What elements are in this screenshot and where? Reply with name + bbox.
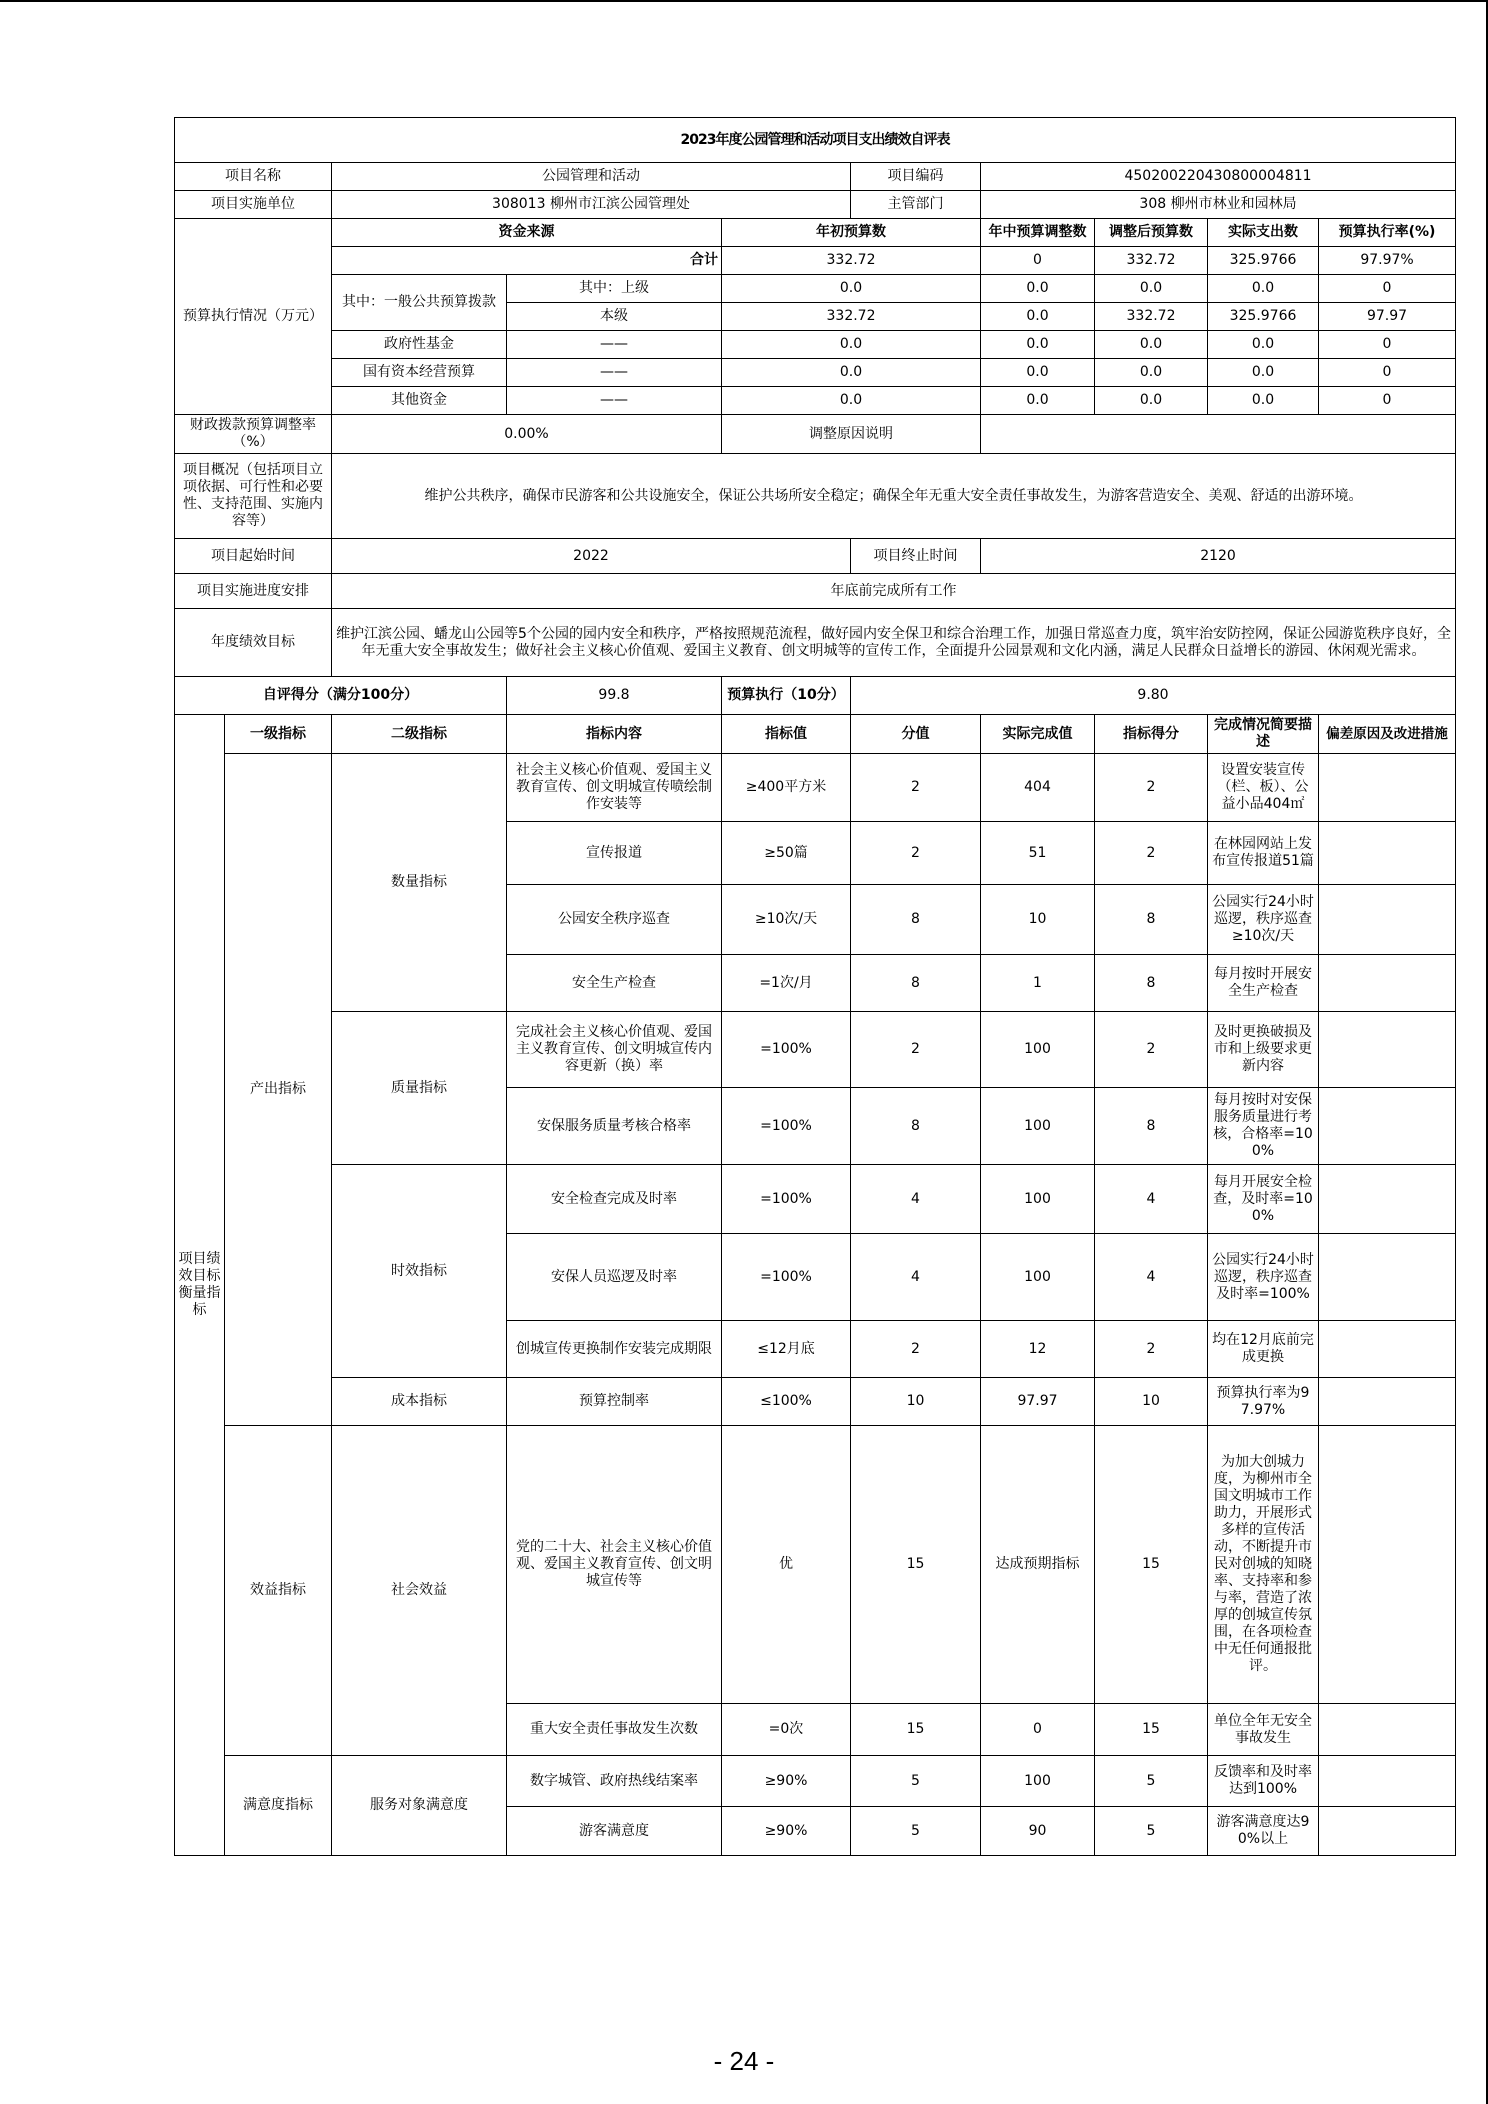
budget-local-actual: 325.9766 [1208,303,1319,331]
indicator-score: 5 [1095,1807,1208,1856]
indicator-desc: 为加大创城力度，为柳州市全国文明城市工作助力，开展形式多样的宣传活动，不断提升市民对创城的知晓率、支持率和参与率，营造了浓厚的创城宣传氛围，在各项检查中无任何通报批评。 [1208,1426,1319,1704]
indicator-reason [1319,1321,1456,1378]
start-time-label: 项目起始时间 [175,539,332,574]
budget-row-adjust: 0.0 [981,331,1095,359]
project-code: 450200220430800004811 [981,163,1456,191]
indicator-content: 创城宣传更换制作安装完成期限 [507,1321,722,1378]
budget-header-actual: 实际支出数 [1208,219,1319,247]
indicator-target: ≤12月底 [722,1321,851,1378]
budget-row-initial: 0.0 [722,359,981,387]
indicator-content: 社会主义核心价值观、爱国主义教育宣传、创文明城宣传喷绘制作安装等 [507,754,722,822]
budget-header-adjust: 年中预算调整数 [981,219,1095,247]
indicator-desc: 游客满意度达90%以上 [1208,1807,1319,1856]
indicator-points: 10 [851,1378,981,1426]
annual-goal-label: 年度绩效目标 [175,609,332,677]
indicator-actual: 0 [981,1704,1095,1756]
indicator-score: 2 [1095,1012,1208,1088]
budget-header-rate: 预算执行率(%) [1319,219,1456,247]
indicator-score: 2 [1095,754,1208,822]
top-border-line [0,0,1488,2]
impl-unit: 308013 柳州市江滨公园管理处 [332,191,851,219]
page-number: - 24 - [713,2046,775,2076]
indicator-score: 8 [1095,885,1208,955]
indicator-desc: 每月开展安全检查，及时率=100% [1208,1165,1319,1234]
indicator-reason [1319,754,1456,822]
indicator-actual: 51 [981,822,1095,885]
indicator-desc: 公园实行24小时巡逻，秩序巡查≥10次/天 [1208,885,1319,955]
indicator-desc: 在林园网站上发布宣传报道51篇 [1208,822,1319,885]
indicator-reason [1319,1756,1456,1807]
budget-row-adjust: 0.0 [981,359,1095,387]
header-desc: 完成情况简要描述 [1208,715,1319,754]
indicator-points: 8 [851,1088,981,1165]
budget-row-label: 其他资金 [332,387,507,415]
indicator-reason [1319,885,1456,955]
indicator-content: 数字城管、政府热线结案率 [507,1756,722,1807]
indicator-target: =100% [722,1165,851,1234]
indicator-reason [1319,1165,1456,1234]
indicator-content: 公园安全秩序巡查 [507,885,722,955]
budget-row-adjusted: 0.0 [1095,387,1208,415]
satisfaction-indicator-label: 满意度指标 [225,1756,332,1856]
indicator-desc: 均在12月底前完成更换 [1208,1321,1319,1378]
progress-text: 年底前完成所有工作 [332,574,1456,609]
budget-upper-label: 其中：上级 [507,275,722,303]
indicator-actual: 1 [981,955,1095,1012]
dept: 308 柳州市林业和园林局 [981,191,1456,219]
budget-total-actual: 325.9766 [1208,247,1319,275]
budget-upper-adjust: 0.0 [981,275,1095,303]
quantity-indicator-label: 数量指标 [332,754,507,1012]
indicator-reason [1319,1704,1456,1756]
indicator-desc: 每月按时开展安全生产检查 [1208,955,1319,1012]
indicator-points: 15 [851,1704,981,1756]
indicator-reason [1319,955,1456,1012]
budget-row-adjust: 0.0 [981,387,1095,415]
indicator-actual: 100 [981,1088,1095,1165]
indicator-points: 4 [851,1165,981,1234]
indicator-score: 5 [1095,1756,1208,1807]
indicator-reason [1319,1234,1456,1321]
project-name-label: 项目名称 [175,163,332,191]
indicator-reason [1319,1088,1456,1165]
overview-label: 项目概况（包括项目立项依据、可行性和必要性、支持范围、实施内容等） [175,454,332,539]
budget-upper-actual: 0.0 [1208,275,1319,303]
indicator-score: 4 [1095,1165,1208,1234]
budget-upper-adjusted: 0.0 [1095,275,1208,303]
header-points: 分值 [851,715,981,754]
indicator-points: 2 [851,822,981,885]
indicator-target: =100% [722,1088,851,1165]
budget-local-adjusted: 332.72 [1095,303,1208,331]
indicator-target: ≥50篇 [722,822,851,885]
progress-label: 项目实施进度安排 [175,574,332,609]
indicator-reason [1319,1012,1456,1088]
indicator-actual: 达成预期指标 [981,1426,1095,1704]
budget-row-actual: 0.0 [1208,359,1319,387]
budget-row-adjusted: 0.0 [1095,331,1208,359]
end-time-label: 项目终止时间 [851,539,981,574]
indicator-desc: 设置安装宣传（栏、板）、公益小品404㎡ [1208,754,1319,822]
indicator-target: =100% [722,1012,851,1088]
start-time: 2022 [332,539,851,574]
indicator-points: 2 [851,1321,981,1378]
indicator-reason [1319,1378,1456,1426]
indicator-desc: 及时更换破损及市和上级要求更新内容 [1208,1012,1319,1088]
budget-upper-initial: 0.0 [722,275,981,303]
impl-unit-label: 项目实施单位 [175,191,332,219]
budget-section-label: 预算执行情况（万元） [175,219,332,415]
indicator-content: 预算控制率 [507,1378,722,1426]
header-reason: 偏差原因及改进措施 [1319,715,1456,754]
self-score-value: 99.8 [507,677,722,715]
indicator-score: 15 [1095,1704,1208,1756]
indicator-side-label: 项目绩效目标衡量指标 [175,715,225,1856]
service-satisfaction-label: 服务对象满意度 [332,1756,507,1856]
end-time: 2120 [981,539,1456,574]
budget-row-actual: 0.0 [1208,387,1319,415]
header-content: 指标内容 [507,715,722,754]
indicator-desc: 预算执行率为97.97% [1208,1378,1319,1426]
adjust-rate-label: 财政拨款预算调整率（%） [175,415,332,454]
indicator-actual: 100 [981,1234,1095,1321]
header-target: 指标值 [722,715,851,754]
project-code-label: 项目编码 [851,163,981,191]
header-score: 指标得分 [1095,715,1208,754]
indicator-content: 宣传报道 [507,822,722,885]
indicator-target: ≥400平方米 [722,754,851,822]
budget-upper-rate: 0 [1319,275,1456,303]
indicator-score: 15 [1095,1426,1208,1704]
indicator-target: ≥90% [722,1756,851,1807]
budget-local-rate: 97.97 [1319,303,1456,331]
output-indicator-label: 产出指标 [225,754,332,1426]
indicator-content: 安保服务质量考核合格率 [507,1088,722,1165]
indicator-content: 安保人员巡逻及时率 [507,1234,722,1321]
indicator-content: 党的二十大、社会主义核心价值观、爱国主义教育宣传、创文明城宣传等 [507,1426,722,1704]
budget-row-label: 国有资本经营预算 [332,359,507,387]
project-name: 公园管理和活动 [332,163,851,191]
indicator-desc: 每月按时对安保服务质量进行考核，合格率=100% [1208,1088,1319,1165]
indicator-score: 8 [1095,1088,1208,1165]
adjust-reason-value [981,415,1456,454]
budget-row-rate: 0 [1319,359,1456,387]
indicator-points: 4 [851,1234,981,1321]
budget-total-initial: 332.72 [722,247,981,275]
budget-row-rate: 0 [1319,387,1456,415]
indicator-reason [1319,1807,1456,1856]
quality-indicator-label: 质量指标 [332,1012,507,1165]
indicator-score: 4 [1095,1234,1208,1321]
indicator-content: 完成社会主义核心价值观、爱国主义教育宣传、创文明城宣传内容更新（换）率 [507,1012,722,1088]
performance-evaluation-table [174,117,1456,1856]
indicator-desc: 反馈率和及时率达到100% [1208,1756,1319,1807]
budget-local-initial: 332.72 [722,303,981,331]
adjust-reason-label: 调整原因说明 [722,415,981,454]
indicator-actual: 100 [981,1012,1095,1088]
budget-local-label: 本级 [507,303,722,331]
indicator-actual: 100 [981,1165,1095,1234]
indicator-content: 安全生产检查 [507,955,722,1012]
cost-indicator-label: 成本指标 [332,1378,507,1426]
budget-header-initial: 年初预算数 [722,219,981,247]
indicator-points: 5 [851,1756,981,1807]
indicator-target: ≥10次/天 [722,885,851,955]
indicator-points: 5 [851,1807,981,1856]
benefit-indicator-label: 效益指标 [225,1426,332,1756]
budget-local-adjust: 0.0 [981,303,1095,331]
indicator-score: 2 [1095,822,1208,885]
budget-total-adjust: 0 [981,247,1095,275]
budget-exec-score-value: 9.80 [851,677,1456,715]
budget-row-dash: —— [507,331,722,359]
header-actual: 实际完成值 [981,715,1095,754]
indicator-content: 安全检查完成及时率 [507,1165,722,1234]
indicator-score: 2 [1095,1321,1208,1378]
budget-total-adjusted: 332.72 [1095,247,1208,275]
budget-row-rate: 0 [1319,331,1456,359]
indicator-score: 10 [1095,1378,1208,1426]
indicator-desc: 公园实行24小时巡逻，秩序巡查及时率=100% [1208,1234,1319,1321]
indicator-content: 重大安全责任事故发生次数 [507,1704,722,1756]
indicator-target: ≤100% [722,1378,851,1426]
indicator-target: 优 [722,1426,851,1704]
budget-row-dash: —— [507,359,722,387]
indicator-target: =100% [722,1234,851,1321]
indicator-actual: 404 [981,754,1095,822]
budget-total-label: 合计 [332,247,722,275]
timeliness-indicator-label: 时效指标 [332,1165,507,1378]
budget-exec-score-label: 预算执行（10分） [722,677,851,715]
budget-total-rate: 97.97% [1319,247,1456,275]
indicator-actual: 100 [981,1756,1095,1807]
table-title: 2023年度公园管理和活动项目支出绩效自评表 [175,118,1456,163]
indicator-points: 2 [851,1012,981,1088]
annual-goal-text: 维护江滨公园、蟠龙山公园等5个公园的园内安全和秩序，严格按照规范流程，做好园内安全保卫和综合治理工作，加强日常巡查力度，筑牢治安防控网，保证公园游览秩序良好，全年无重大安全事故发生；做好社会主义核心价值观、爱国主义教育、创文明城等的宣传工作，全面提升公园景观和文化内涵，满足人民群众日益增长的游园、休闲观光需求。 [332,609,1456,677]
budget-row-initial: 0.0 [722,331,981,359]
dept-label: 主管部门 [851,191,981,219]
indicator-points: 15 [851,1426,981,1704]
indicator-actual: 12 [981,1321,1095,1378]
indicator-target: =0次 [722,1704,851,1756]
indicator-actual: 97.97 [981,1378,1095,1426]
indicator-points: 8 [851,955,981,1012]
indicator-target: ≥90% [722,1807,851,1856]
adjust-rate-value: 0.00% [332,415,722,454]
indicator-actual: 10 [981,885,1095,955]
social-benefit-label: 社会效益 [332,1426,507,1756]
header-level1: 一级指标 [225,715,332,754]
budget-header-source: 资金来源 [332,219,722,247]
indicator-score: 8 [1095,955,1208,1012]
budget-row-initial: 0.0 [722,387,981,415]
budget-row-dash: —— [507,387,722,415]
indicator-points: 8 [851,885,981,955]
header-level2: 二级指标 [332,715,507,754]
indicator-actual: 90 [981,1807,1095,1856]
overview-text: 维护公共秩序，确保市民游客和公共设施安全，保证公共场所安全稳定；确保全年无重大安全责任事故发生，为游客营造安全、美观、舒适的出游环境。 [332,454,1456,539]
indicator-target: =1次/月 [722,955,851,1012]
budget-row-actual: 0.0 [1208,331,1319,359]
indicator-content: 游客满意度 [507,1807,722,1856]
indicator-reason [1319,822,1456,885]
indicator-reason [1319,1426,1456,1704]
budget-row-adjusted: 0.0 [1095,359,1208,387]
budget-general-label: 其中：一般公共预算拨款 [332,275,507,331]
budget-header-adjusted: 调整后预算数 [1095,219,1208,247]
budget-row-label: 政府性基金 [332,331,507,359]
indicator-points: 2 [851,754,981,822]
self-score-label: 自评得分（满分100分） [175,677,507,715]
indicator-desc: 单位全年无安全事故发生 [1208,1704,1319,1756]
